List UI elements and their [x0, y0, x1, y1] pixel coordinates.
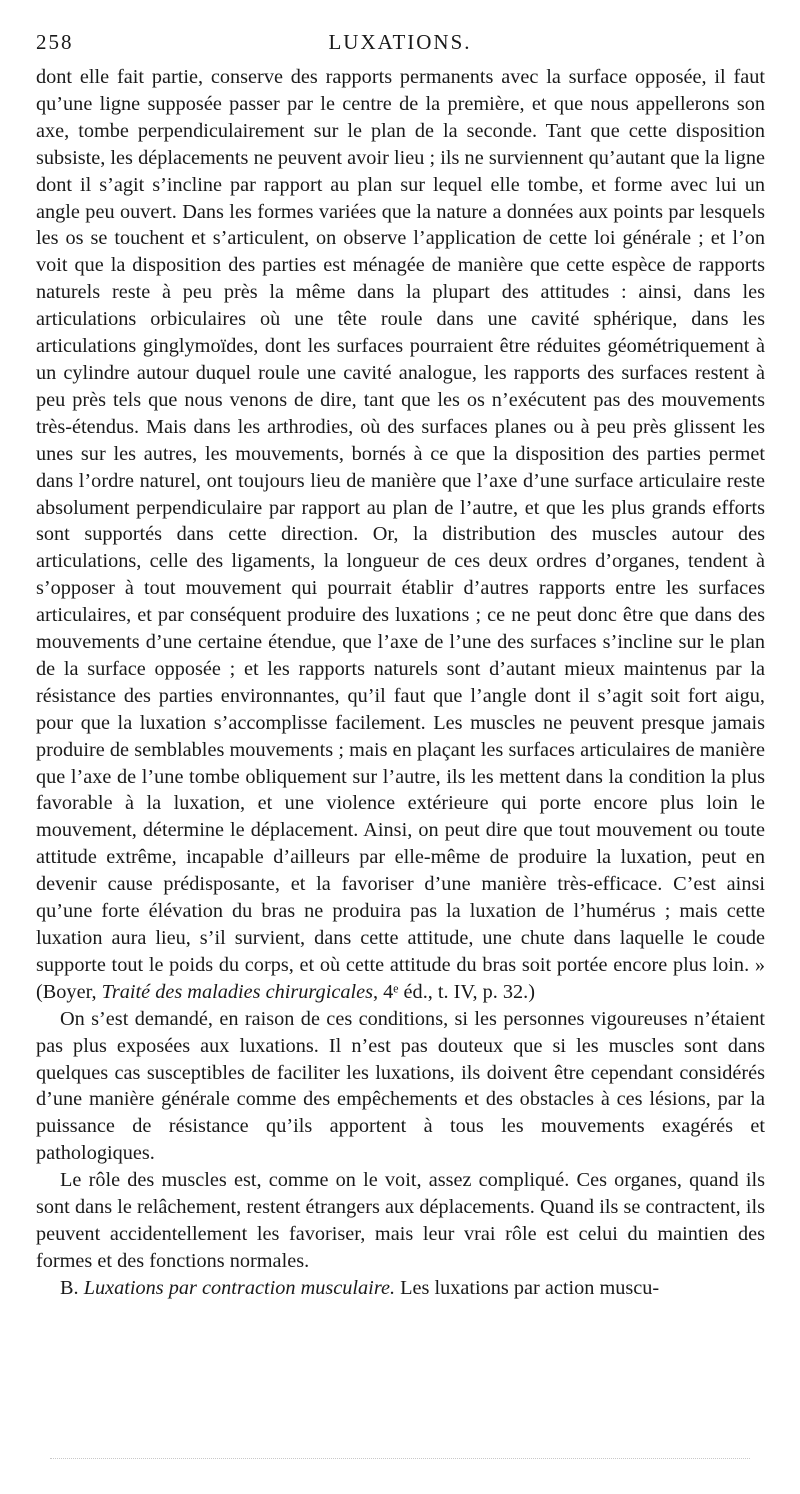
page-number: 258 [36, 30, 74, 54]
paragraph-2: On s’est demandé, en raison de ces conditions, si les personnes vigoureuses n’étaient pas plus exposées aux luxations. Il n’est pas douteux que si les muscles sont dans quelques cas susceptibles de faciliter les luxations, ils doivent être cependant considérés d’une manière générale comme des empêchements et des obstacles à ces lésions, par la puissance de résistance qu’ils apportent à tous les mouvements exagérés et pathologiques. [36, 1007, 765, 1165]
citation-close: , 4ᵉ éd., t. IV, p. 32.) [373, 980, 535, 1003]
section-b-heading: Luxations par contraction musculaire. [83, 1276, 396, 1299]
quote-text: dont elle fait partie, conserve des rapports permanents avec la surface opposée, il faut qu’une ligne supposée passer par le centre de la première, et que nous appellerons son axe, tombe perpendiculairement sur le plan de la seconde. Tant que cette disposition subsiste, les déplacements ne peuvent avoir lieu ; ils ne surviennent qu’autant que la ligne dont il s’agit s’incline par rapport au plan sur lequel elle tombe, et forme avec lui un angle peu ouvert. Dans les formes variées que la nature a données aux points par lesquels les os se touchent et s’articulent, on observe l’application de cette loi générale ; et l’on voit que la disposition des parties est ménagée de manière que cette espèce de rapports naturels reste à peu près la même dans la plupart des attitudes : ainsi, dans les articulations orbiculaires où une tête roule dans une cavité sphérique, dans les articulations ginglymoïdes, dont les surfaces pourraient être réduites géométriquement à un cylindre autour duquel roule une cavité analogue, les rapports des surfaces restent à peu près tels que nous venons de dire, tant que les os n’exécutent pas des mouvements très-étendus. Mais dans les arthrodies, où des surfaces planes ou à peu près glissent les unes sur les autres, les mouvements, bornés à ce que la disposition des parties permet dans l’ordre naturel, ont toujours lieu de manière que l’axe d’une surface articulaire reste absolument perpendiculaire par rapport au plan de l’autre, et que les plus grands efforts sont supportés dans cette direction. Or, la distribution des muscles autour des articulations, celle des ligaments, la longueur de ces deux ordres d’organes, tendent à s’opposer à tout mouvement qui pourrait établir d’autres rapports entre les surfaces articulaires, et par conséquent produire des luxations ; ce ne peut donc être que dans des mouvements d’une certaine étendue, que l’axe de l’une des surfaces s’incline sur le plan de la surface opposée ; et les rapports naturels sont d’autant mieux maintenus par la résistance des parties environnantes, qu’il faut que l’angle dont il s’agit soit fort aigu, pour que la luxation s’accomplisse facilement. Les muscles ne peuvent presque jamais produire de semblables mouvements ; mais en plaçant les surfaces articulaires de manière que l’axe de l’une tombe obliquement sur l’autre, ils les mettent dans la condition la plus favorable à la luxation, et une violence extérieure qui porte encore plus loin le mouvement, détermine le déplacement. Ainsi, on peut dire que tout mouvement ou toute attitude extrême, incapable d’ailleurs par elle-même de produire la luxation, peut en devenir cause prédisposante, et la favoriser d’une manière très-efficace. C’est ainsi qu’une forte élévation du bras ne produira pas la luxation de l’humérus ; mais cette luxation aura lieu, s’il survient, dans cette attitude, une chute dans laquelle le coude supporte tout le poids du corps, et où cette attitude du bras soit portée encore plus loin. » [36, 66, 765, 976]
section-b-letter: B. [60, 1276, 79, 1299]
section-b-paragraph [36, 1275, 765, 1302]
quoted-passage [36, 64, 765, 1006]
page-body [36, 64, 765, 1302]
section-b-text: Les luxations par action muscu- [400, 1276, 660, 1299]
paragraph-3: Le rôle des muscles est, comme on le voit, assez compliqué. Ces organes, quand ils sont dans le relâchement, restent étrangers aux déplacements. Quand ils se contractent, ils peuvent accidentellement les favoriser, mais leur vrai rôle est celui du maintien des formes et des fonctions normales. [36, 1169, 765, 1272]
page-header [36, 30, 764, 56]
citation-open: (Boyer, [36, 980, 102, 1003]
running-title: LUXATIONS. [328, 30, 472, 54]
bottom-scan-mark [50, 1458, 750, 1459]
citation-title: Traité des maladies chirurgicales [101, 980, 373, 1003]
